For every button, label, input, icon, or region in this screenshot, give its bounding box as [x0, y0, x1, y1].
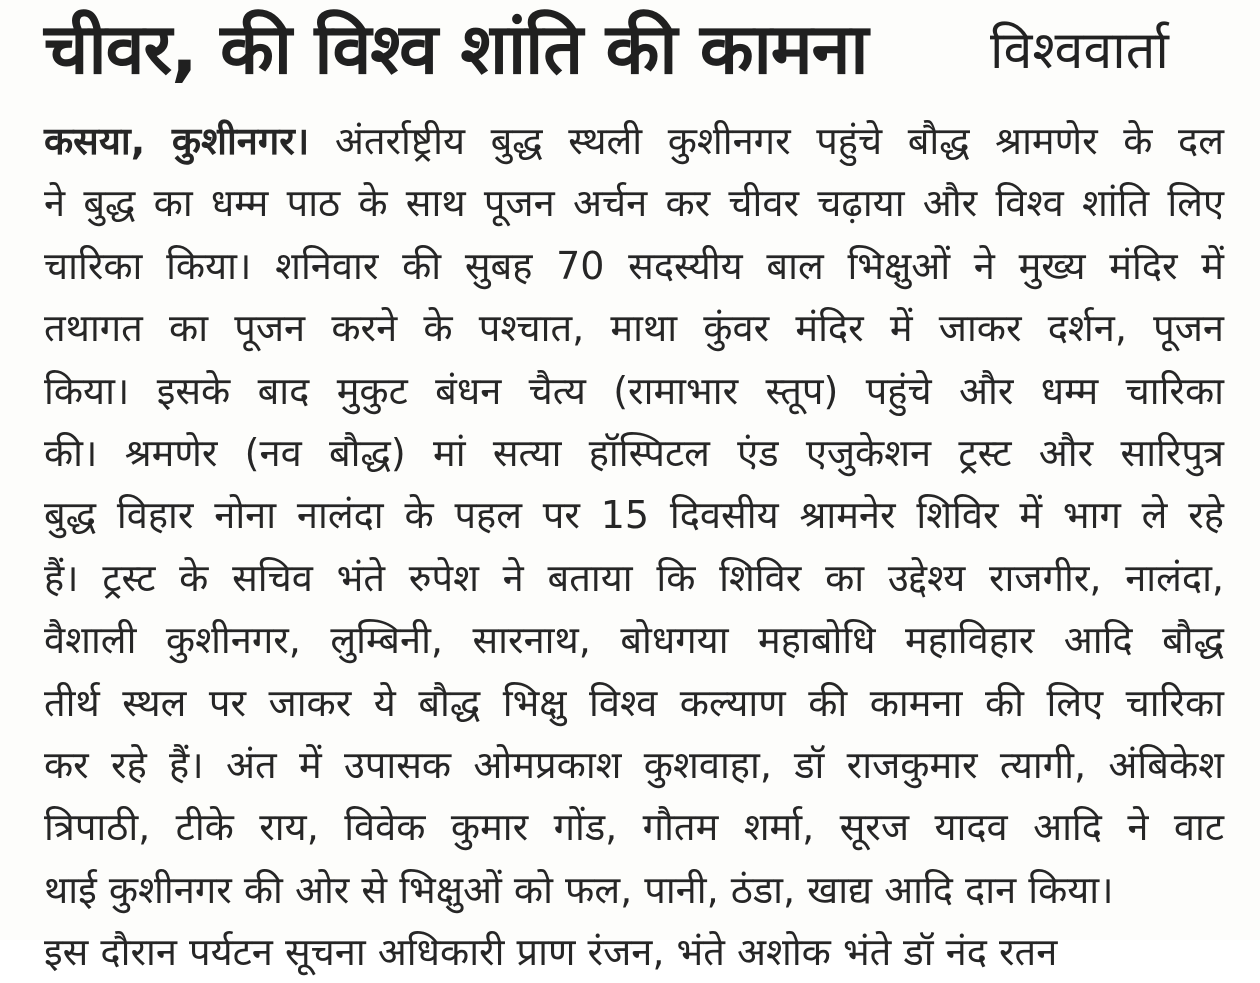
body-line-3: चारिका किया। शनिवार की सुबह 70 सदस्यीय बाल भिक्षुओं ने मुख्य मंदिर में: [44, 243, 1224, 288]
byline: विश्ववार्ता: [990, 21, 1169, 81]
body-line-7: बुद्ध विहार नोना नालंदा के पहल पर 15 दिवसीय श्रामनेर शिविर में भाग ले रहे: [44, 493, 1224, 538]
body-line-9: वैशाली कुशीनगर, लुम्बिनी, सारनाथ, बोधगया महाबोधि महाविहार आदि बौद्ध: [44, 618, 1224, 663]
article-body: [44, 110, 1224, 983]
body-line-14-cut-off: इस दौरान पर्यटन सूचना अधिकारी प्राण रंजन, भंते अशोक भंते डॉ नंद रतन: [44, 930, 1058, 975]
body-line-text: अंतर्राष्ट्रीय बुद्ध स्थली कुशीनगर पहुंचे बौद्ध श्रामणेर के दल: [334, 119, 1224, 163]
body-line-10: तीर्थ स्थल पर जाकर ये बौद्ध भिक्षु विश्व कल्याण की कामना की लिए चारिका: [44, 680, 1224, 725]
body-line-13: थाई कुशीनगर की ओर से भिक्षुओं को फल, पानी, ठंडा, खाद्य आदि दान किया।: [44, 867, 1114, 912]
headline: चीवर, की विश्व शांति की कामना: [44, 8, 868, 90]
body-line-6: की। श्रमणेर (नव बौद्ध) मां सत्या हॉस्पिटल एंड एजुकेशन ट्रस्ट और सारिपुत्र: [44, 430, 1224, 475]
body-line-4: तथागत का पूजन करने के पश्चात, माथा कुंवर मंदिर में जाकर दर्शन, पूजन: [44, 306, 1224, 351]
body-line-5: किया। इसके बाद मुकुट बंधन चैत्य (रामाभार स्तूप) पहुंचे और धम्म चारिका: [44, 368, 1224, 413]
body-line-11: कर रहे हैं। अंत में उपासक ओमप्रकाश कुशवाहा, डॉ राजकुमार त्यागी, अंबिकेश: [44, 742, 1224, 787]
body-line-2: ने बुद्ध का धम्म पाठ के साथ पूजन अर्चन कर चीवर चढ़ाया और विश्व शांति लिए: [44, 181, 1224, 226]
body-line-1: [44, 110, 1224, 172]
body-line-12: त्रिपाठी, टीके राय, विवेक कुमार गोंड, गौतम शर्मा, सूरज यादव आदि ने वाट: [44, 805, 1224, 850]
dateline: कसया, कुशीनगर।: [44, 119, 310, 163]
body-line-8: हैं। ट्रस्ट के सचिव भंते रुपेश ने बताया कि शिविर का उद्देश्य राजगीर, नालंदा,: [44, 555, 1224, 600]
